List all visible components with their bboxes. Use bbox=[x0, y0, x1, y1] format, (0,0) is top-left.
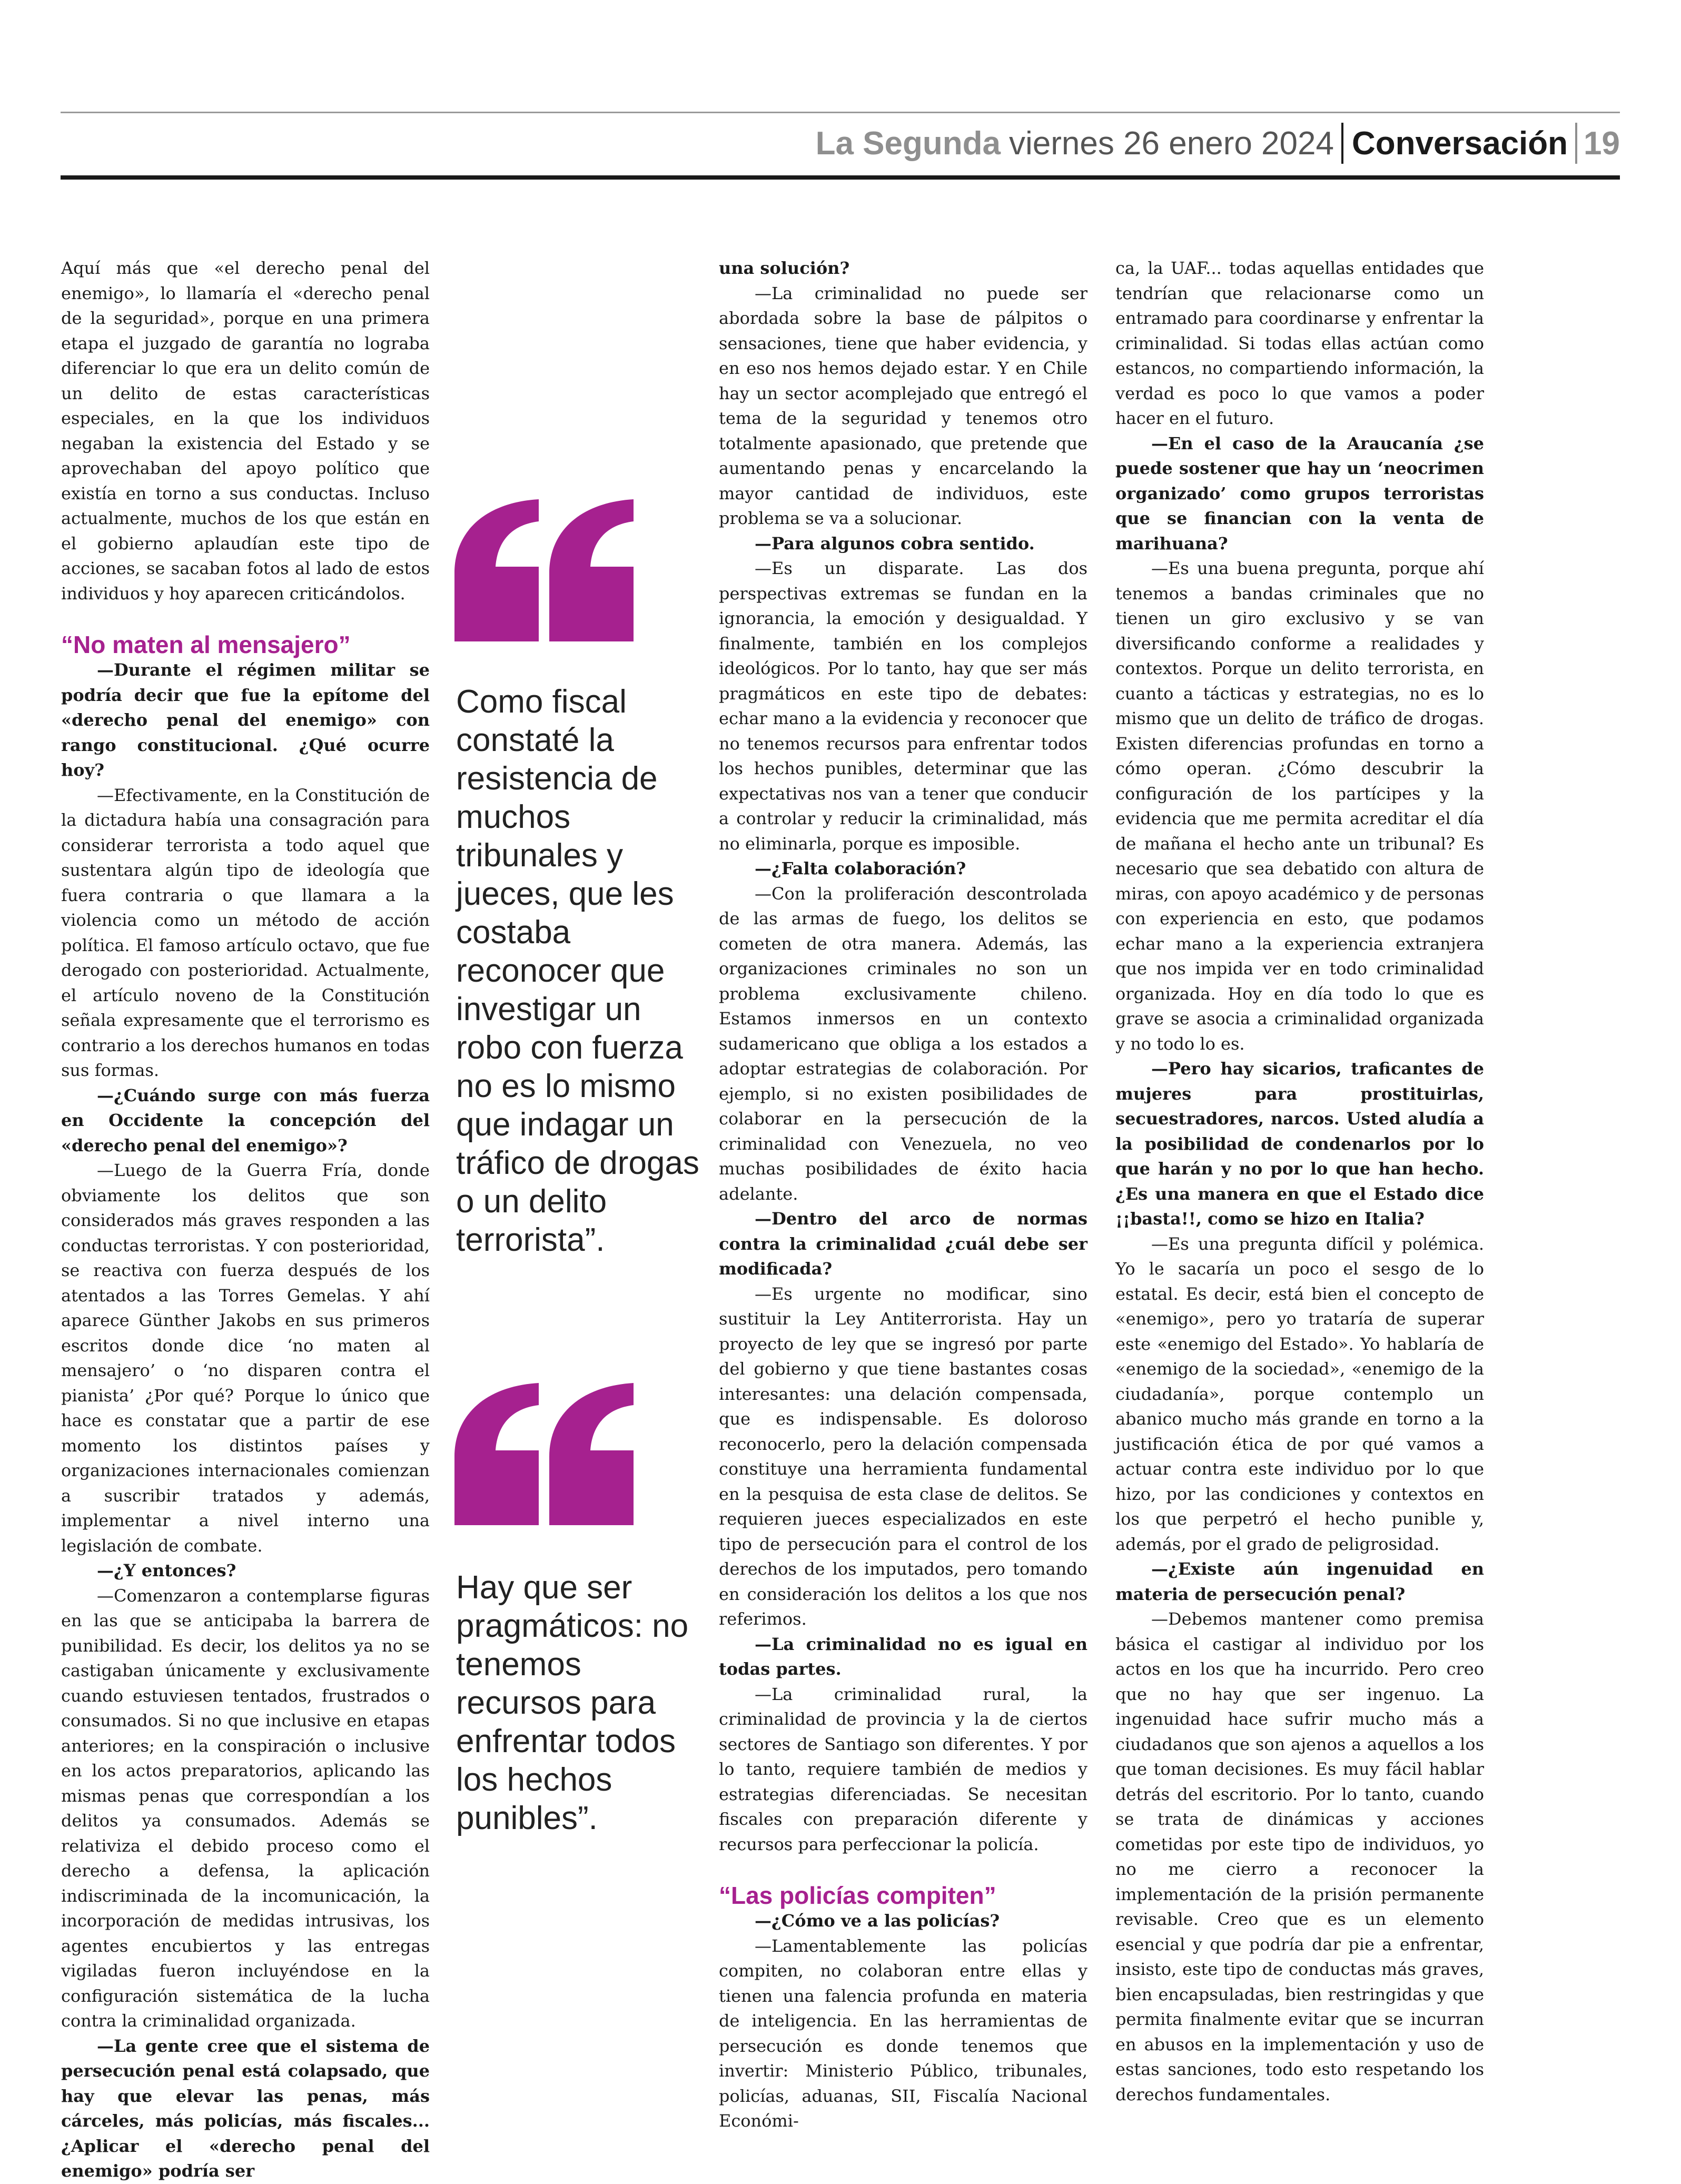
section-name: Conversación bbox=[1352, 125, 1568, 162]
interview-question: —La gente cree que el sistema de persecución penal está colapsado, que hay que elevar las penas, más cárceles, más policías, más fiscales... ¿Aplicar el «derecho penal del enemigo» podría ser bbox=[61, 2035, 430, 2181]
interview-answer: —Es urgente no modificar, sino sustituir la Ley Antiterrorista. Hay un proyecto de ley que se ingresó por parte del gobierno y que tiene bastantes cosas interesantes: una delación compensada, que es indispensable. Es doloroso reconocerlo, pero la delación compensada constituye una herramienta fundamental en la pesquisa de esta clase de delitos. Se requieren jueces especializados en este tipo de persecución para el control de los derechos de los imputados, pero tomando en consideración los delitos a los que nos referimos. bbox=[719, 1283, 1087, 1629]
body-paragraph: ca, la UAF... todas aquellas entidades que tendrían que relacionarse como un entramado para coordinarse y enfrentar la criminalidad. Si todas ellas actúan como estancos, no compartiendo información, la verdad es poco lo que vamos a poder hacer en el futuro. bbox=[1115, 258, 1484, 428]
interview-answer: —Es una buena pregunta, porque ahí tenemos a bandas criminales que no tienen un giro exclusivo y se van diversificando conforme a realidades y contextos. Porque un delito terrorista, en cuanto a tácticas y estrategias, no es lo mismo que un delito de tráfico de drogas. Existen diferencias profundas en torno a cómo operan. ¿Cómo descubrir la configuración de los partícipes y la evidencia que me permita acreditar el día de mañana el hecho ante un tribunal? Es necesario que sea debatido con altura de miras, con apoyo académico y de personas con experiencia en esto, que podamos echar mano a la experiencia extranjera que nos impida ver en todo criminalidad organizada. Hoy en día todo lo que es grave se asocia a criminalidad organizada y no todo lo es. bbox=[1115, 558, 1484, 1054]
interview-question: una solución? bbox=[719, 258, 850, 278]
interview-question: —La criminalidad no es igual en todas partes. bbox=[719, 1634, 1087, 1679]
header-rule-thick bbox=[61, 175, 1620, 180]
publication-name: La Segunda bbox=[815, 125, 1001, 162]
body-paragraph: Aquí más que «el derecho penal del enemigo», lo llamaría el «derecho penal de la seguridad», porque en una primera etapa el juzgado de garantía no lograba diferenciar lo que era un delito común de un delito de estas características especiales, en la que los individuos negaban la existencia del Estado y se aprovechaban del apoyo político que existía en torno a sus conductas. Incluso actualmente, muchos de los que están en el gobierno aplaudían este tipo de acciones, se sacaban fotos al lado de estos individuos y hoy aparecen criticándolos. bbox=[61, 258, 430, 604]
interview-question: —En el caso de la Araucanía ¿se puede sostener que hay un ‘neocrimen organizado’ como grupos terroristas que se financian con la venta de marihuana? bbox=[1115, 433, 1484, 554]
pullquote-1: Como fiscal constaté la resistencia de muchos tribunales y jueces, que les costaba reconocer que investigar un robo con fuerza no es lo mismo que indagar un tráfico de drogas o un delito terrorista”. bbox=[456, 684, 699, 1258]
interview-answer: —La criminalidad no puede ser abordada sobre la base de pálpitos o sensaciones, tiene que haber evidencia, y en eso nos hemos dejado estar. Y en Chile hay un sector acomplejado que entregó el tema de la seguridad y tenemos otro totalmente apasionado, que pretende que aumentando penas y encarcelando la mayor cantidad de individuos, este problema se va a solucionar. bbox=[719, 283, 1087, 528]
pullquote-2: Hay que ser pragmáticos: no tenemos recursos para enfrentar todos los hechos punibles”. bbox=[456, 1569, 689, 1836]
interview-answer: —Luego de la Guerra Fría, donde obviamente los delitos que son considerados más graves responden a las conductas terroristas. Y con posterioridad, se reactiva con fuerza después de los atentados a las Torres Gemelas. Y ahí aparece Günther Jakobs en sus primeros escritos donde dice ‘no maten al mensajero’ o ‘no disparen contra el pianista’ ¿Por qué? Porque lo único que hace es constatar que a partir de ese momento los distintos países y organizaciones internacionales comienzan a suscribir tratados y además, implementar a nivel interno una legislación de combate. bbox=[61, 1160, 430, 1556]
masthead-divider bbox=[1341, 123, 1343, 164]
article-column-2 bbox=[719, 256, 1087, 2134]
interview-answer: —La criminalidad rural, la criminalidad de provincia y la de ciertos sectores de Santiago son diferentes. Y por lo tanto, requiere también de medios y estrategias diferenciadas. Se necesitan fiscales con preparación diferente y recursos para perfeccionar la policía. bbox=[719, 1684, 1087, 1854]
interview-question: —¿Existe aún ingenuidad en materia de persecución penal? bbox=[1115, 1559, 1484, 1604]
interview-question: —Dentro del arco de normas contra la criminalidad ¿cuál debe ser modificada? bbox=[719, 1209, 1087, 1279]
interview-question: —¿Y entonces? bbox=[97, 1560, 236, 1580]
interview-question: —Para algunos cobra sentido. bbox=[755, 533, 1035, 554]
interview-answer: —Es un disparate. Las dos perspectivas extremas se fundan en la ignorancia, la emoción y desigualdad. Y finalmente, también en los complejos ideológicos. Por lo tanto, hay que ser más pragmáticos en este tipo de debates: echar mano a la evidencia y reconocer que no tenemos recursos para enfrentar todos los hechos punibles, determinar que las expectativas nos van a tener que conducir a controlar y reducir la criminalidad, más no eliminarla, porque es imposible. bbox=[719, 558, 1087, 854]
issue-date: viernes 26 enero 2024 bbox=[1008, 125, 1334, 162]
page-number-divider bbox=[1575, 123, 1577, 164]
article-column-3 bbox=[1115, 256, 1484, 2107]
article-column-1 bbox=[61, 256, 430, 2184]
interview-question: —Pero hay sicarios, traficantes de mujeres para prostituirlas, secuestradores, narcos. Usted aludía a la posibilidad de condenarlos por lo que harán y no por lo que han hecho. ¿Es una manera en que el Estado dice ¡¡basta!!, como se hizo en Italia? bbox=[1115, 1059, 1484, 1229]
page-number: 19 bbox=[1584, 125, 1620, 162]
quote-mark-icon bbox=[454, 1372, 634, 1525]
interview-answer: —Con la proliferación descontrolada de las armas de fuego, los delitos se cometen de otra manera. Además, las organizaciones criminales no son un problema exclusivamente chileno. Estamos inmersos en un contexto sudamericano que obliga a los estados a adoptar estrategias de colaboración. Por ejemplo, si no existen posibilidades de colaborar en la persecución de la criminalidad con Venezuela, no veo muchas posibilidades de éxito hacia adelante. bbox=[719, 883, 1087, 1204]
interview-question: —¿Falta colaboración? bbox=[755, 858, 966, 878]
header-rule-thin bbox=[61, 112, 1620, 113]
interview-answer: —Es una pregunta difícil y polémica. Yo le sacaría un poco el sesgo de lo estatal. Es decir, está bien el concepto de «enemigo», pero yo trataría de superar este «enemigo del Estado». Yo hablaría de «enemigo de la sociedad», «enemigo de la ciudadanía», porque contemplo un abanico mucho más grande en torno a la justificación ética de por qué vamos a actuar contra este individuo por lo que hizo, por las condiciones y contextos en los que perpetró el hecho punible y, además, por el grado de peligrosidad. bbox=[1115, 1233, 1484, 1554]
interview-answer: —Comenzaron a contemplarse figuras en las que se anticipaba la barrera de punibilidad. Es decir, los delitos ya no se castigaban únicamente y exclusivamente cuando estuviesen tentados, frustrados o consumados. Si no que inclusive en etapas anteriores; en la conspiración o inclusive en los actos preparatorios, aplicando las mismas penas que correspondían a los delitos ya consumados. Además se relativiza el debido proceso como el derecho a defensa, la aplicación indiscriminada de la incomunicación, la incorporación de medidas intrusivas, los agentes encubiertos y las entregas vigiladas fueron incluyéndose en la configuración sistemática de la lucha contra la criminalidad organizada. bbox=[61, 1585, 430, 2031]
subheading: “No maten al mensajero” bbox=[61, 631, 351, 658]
interview-answer: —Efectivamente, en la Constitución de la dictadura había una consagración para considerar terrorista a todo aquel que sustentara algún tipo de ideología que fuera contraria o que llamara a la violencia como un método de acción política. El famoso artículo octavo, que fue derogado con posterioridad. Actualmente, el artículo noveno de la Constitución señala expresamente que el terrorismo es contrario a los derechos humanos en todas sus formas. bbox=[61, 785, 430, 1080]
subheading: “Las policías compiten” bbox=[719, 1882, 996, 1909]
interview-question: —¿Cómo ve a las policías? bbox=[755, 1911, 1000, 1931]
interview-question: —Durante el régimen militar se podría decir que fue la epítome del «derecho penal del enemigo» con rango constitucional. ¿Qué ocurre hoy? bbox=[61, 660, 430, 780]
interview-answer: —Debemos mantener como premisa básica el castigar al individuo por los actos en los que ha incurrido. Pero creo que no hay que ser ingenuo. La ingenuidad hace sufrir mucho más a ciudadanos que son ajenos a aquellos a los que toman decisiones. Es muy fácil hablar detrás del escritorio. Por lo tanto, cuando se trata de dinámicas y acciones cometidas por este tipo de individuos, yo no me cierro a reconocer la implementación de la prisión permanente revisable. Creo que es un elemento esencial y que podría dar pie a enfrentar, insisto, este tipo de conductas más graves, bien encapsuladas, bien restringidas y que permita finalmente evitar que se incurran en abusos en la implementación y uso de estas sanciones, todo esto respetando los derechos fundamentales. bbox=[1115, 1609, 1484, 2104]
interview-answer: —Lamentablemente las policías compiten, no colaboran entre ellas y tienen una falencia profunda en materia de inteligencia. En las herramientas de persecución es donde tenemos que invertir: Ministerio Público, tribunales, policías, aduanas, SII, Fiscalía Nacional Económi- bbox=[719, 1935, 1087, 2131]
quote-mark-icon bbox=[454, 489, 634, 641]
masthead bbox=[816, 117, 1620, 170]
interview-question: —¿Cuándo surge con más fuerza en Occidente la concepción del «derecho penal del enemigo»? bbox=[61, 1085, 430, 1155]
